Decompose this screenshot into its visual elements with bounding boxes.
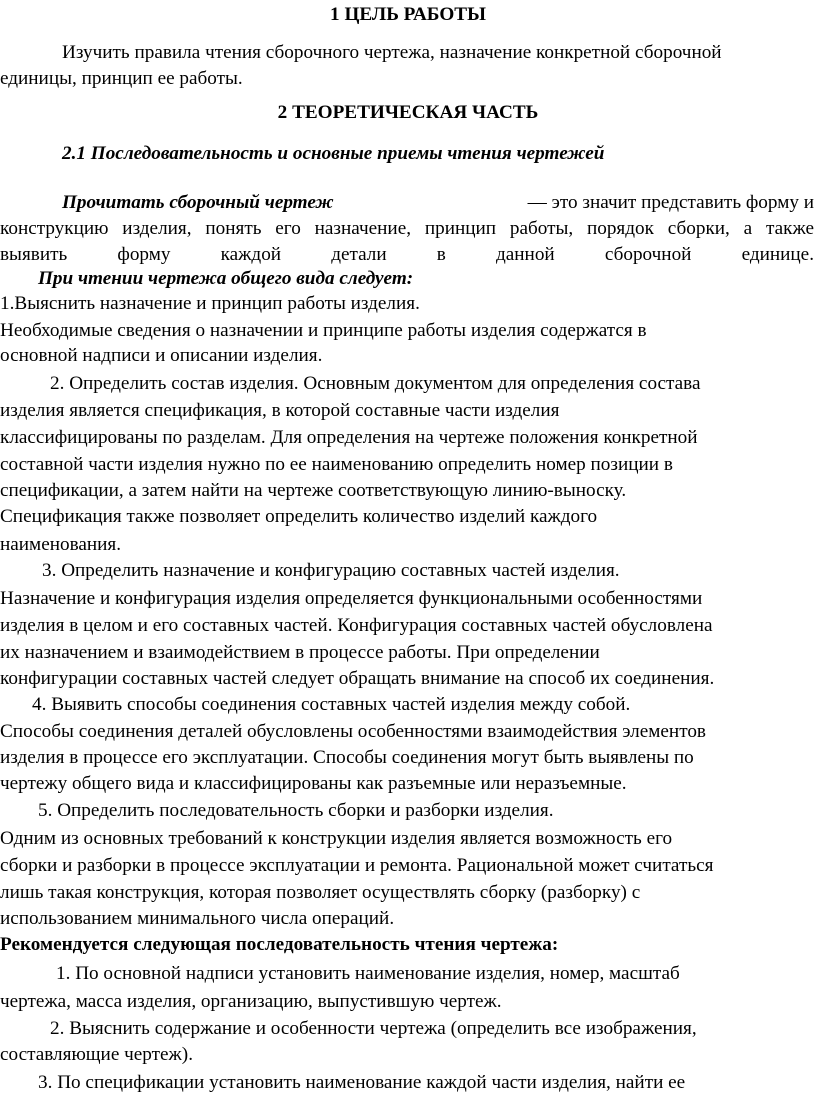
body-line: Спецификация также позволяет определить количество изделий каждого xyxy=(0,506,598,527)
general-view-heading: При чтении чертежа общего вида следует: xyxy=(38,268,414,289)
body-line: Способы соединения деталей обусловлены особенностями взаимодействия элементов xyxy=(0,721,706,742)
body-line: 4. Выявить способы соединения составных частей изделия между собой. xyxy=(32,694,631,715)
step-line: составляющие чертеж). xyxy=(0,1044,193,1065)
body-line: Одним из основных требований к конструкции изделия является возможность его xyxy=(0,828,673,849)
body-line: чертежу общего вида и классифицированы как разъемные или неразъемные. xyxy=(0,773,627,794)
intro-line: конструкцию изделия, понять его назначение, принцип работы, порядок сборки, а также xyxy=(0,218,814,239)
step-line: 2. Выяснить содержание и особенности чертежа (определить все изображения, xyxy=(50,1018,697,1039)
step-line: 3. По спецификации установить наименование каждой части изделия, найти ее xyxy=(38,1072,686,1093)
body-line: использованием минимального числа операций. xyxy=(0,908,395,929)
step-line: чертежа, масса изделия, организацию, выпустившую чертеж. xyxy=(0,991,502,1012)
heading-goal: 1 ЦЕЛЬ РАБОТЫ xyxy=(330,4,486,25)
body-line: их назначением и взаимодействием в процессе работы. При определении xyxy=(0,642,600,663)
body-line: Назначение и конфигурация изделия определяется функциональными особенностями xyxy=(0,588,703,609)
heading-theory: 2 ТЕОРЕТИЧЕСКАЯ ЧАСТЬ xyxy=(277,102,539,123)
body-line: основной надписи и описании изделия. xyxy=(0,345,323,366)
goal-line: Изучить правила чтения сборочного чертежа, назначение конкретной сборочной xyxy=(62,42,722,63)
body-line: изделия в процессе его эксплуатации. Способы соединения могут быть выявлены по xyxy=(0,747,694,768)
intro-line: выявить форму каждой детали в данной сборочной единице. xyxy=(0,244,814,265)
body-line: составной части изделия нужно по ее наименованию определить номер позиции в xyxy=(0,454,673,475)
intro-rest: — это значит представить форму и xyxy=(527,192,814,213)
body-line: наименования. xyxy=(0,534,122,555)
body-line: изделия является спецификация, в которой составные части изделия xyxy=(0,400,560,421)
step-line: 1. По основной надписи установить наименование изделия, номер, масштаб xyxy=(56,963,680,984)
recommend-heading: Рекомендуется следующая последовательность чтения чертежа: xyxy=(0,934,559,955)
body-line: Необходимые сведения о назначении и принципе работы изделия содержатся в xyxy=(0,320,647,341)
subheading: 2.1 Последовательность и основные приемы чтения чертежей xyxy=(62,143,605,164)
body-line: 1.Выяснить назначение и принцип работы изделия. xyxy=(0,293,420,314)
body-line: конфигурации составных частей следует обращать внимание на способ их соединения. xyxy=(0,668,715,689)
body-line: лишь такая конструкция, которая позволяет осуществлять сборку (разборку) с xyxy=(0,882,641,903)
body-line: 5. Определить последовательность сборки и разборки изделия. xyxy=(38,800,554,821)
intro-term: Прочитать сборочный чертеж xyxy=(62,192,334,213)
body-line: классифицированы по разделам. Для определения на чертеже положения конкретной xyxy=(0,427,698,448)
body-line: 3. Определить назначение и конфигурацию составных частей изделия. xyxy=(42,560,620,581)
body-line: 2. Определить состав изделия. Основным документом для определения состава xyxy=(50,373,701,394)
body-line: спецификации, а затем найти на чертеже соответствующую линию-выноску. xyxy=(0,480,627,501)
body-line: сборки и разборки в процессе эксплуатации и ремонта. Рациональной может считаться xyxy=(0,855,714,876)
intro-line xyxy=(62,190,814,216)
body-line: изделия в целом и его составных частей. Конфигурация составных частей обусловлена xyxy=(0,615,713,636)
goal-line: единицы, принцип ее работы. xyxy=(0,68,243,89)
